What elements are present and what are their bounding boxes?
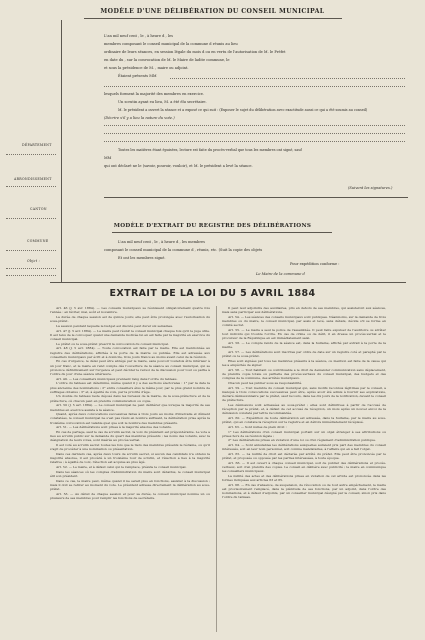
extract-line-2: composant le conseil municipal de la commune d , réunis, etc. (Suit la copie des objets [104, 248, 263, 252]
law-paragraph: 1° Les délibérations d'un conseil municipal portant sur un objet étranger à ses attributions ou prises hors de sa réunion légale ; [222, 429, 386, 438]
title-rule [84, 18, 342, 19]
law-paragraph: Art. 63. — Sont nulles de plein droit : [228, 424, 287, 429]
law-paragraph: Art. 59. — Tout membre du conseil municipal qui, sans motifs reconnus légitimes par le conseil, a manqué à trois convocations successives peut être, après avoir été admis à fournir ses explications, déclaré démissionnaire par le préfet, sauf recours, dans les dix jours de la notification, devant le conseil de préfecture. [222, 385, 386, 403]
form-line-5: et sous la présidence de M. , maire ou adjoint. [104, 66, 189, 70]
law-paragraph: Art. 54. — Les séances des conseils municipaux sont publiques. Néanmoins, sur la demande de trois membres ou du maire, le conseil municipal, par assis et levé, sans débats, décide s'il se forme en comité secret. [222, 314, 386, 328]
law-paragraph: Elles sont signées par tous les membres présents à la séance, ou mention est faite de la cause qui les a empêchés de signer. [222, 358, 386, 367]
signatures-note: (Suivent les signatures.) [348, 186, 393, 190]
law-paragraph: Art. 68. — En cas d'absence, de suspension, de révocation ou de tout autre empêchement, le maire est provisoirement remplacé, dans la plénitude de ses fonctions, par un adjoint, dans l'ordre des nominations, et à défaut d'adjoints, par un conseiller municipal désigné par le conseil, sinon pris dans l'ordre du tableau. [222, 482, 386, 500]
law-paragraph: Art. 64. — Sont annulables les délibérations auxquelles auraient pris part des membres du conseil intéressés, soit en leur nom personnel, soit comme mandataires, à l'affaire qui en a fait l'objet. [222, 443, 386, 452]
law-paragraph: Un double du tableau reste déposé dans les bureaux de la mairie, de la sous-préfecture et de la préfecture, où chacun peut en prendre communication ou copie. [50, 394, 210, 403]
extract-line-1: L'an mil neuf cent , le , à heure d , les membres [118, 240, 206, 244]
form-line-13: qui ont déclaré ne le (savoir, pouvoir, vouloir), et M. le président a levé la séance. [104, 164, 253, 168]
extract-title-rule [112, 232, 332, 233]
form-line-6: Étaient présents MM [118, 74, 157, 78]
law-paragraph: Art. 52. — Le maire, et à défaut celui qui le remplace, préside le conseil municipal. [56, 465, 187, 470]
form-line-4: en date du , sur la convocation de M. le Maire de ladite commune, le [104, 58, 230, 62]
form-line-10: (Décrire s'il y a lieu la nature du vote.) [104, 116, 175, 120]
law-paragraph: La nullité des actes et des délibérations prises en violation de cet article est prononcée dans les formes indiquées aux articles 63 et 65. [222, 474, 386, 483]
arrondissement-label: ARRONDISSEMENT [14, 177, 52, 181]
form-line-9: M. le président a ouvert la séance et a exposé ce qui suit : (Exposer le sujet du délibération avec exactitude aussi ce qui a été soumis au conseil) [118, 108, 368, 112]
law-paragraph: 2° Les délibérations prises en violation d'une loi ou d'un règlement d'administration publique. [228, 438, 376, 443]
law-paragraph: Dans ce cas, le maire peut, même quand il ne serait plus en fonctions, assister à la discussion ; mais il doit se retirer au moment du vote. Le président adresse directement la délibération au sous-préfet. [50, 478, 210, 492]
canton-label: CANTON [30, 207, 47, 211]
form-line-7: lesquels forment la majorité des membres en exercice. [104, 92, 205, 96]
law-paragraph: Il est voté au scrutin secret toutes les fois que le tiers des membres présents le réclame, ou qu'il s'agit de procéder à une nomination ou présentation. [50, 443, 210, 452]
form-line-8: Un scrutin ayant eu lieu, M. a été élu secrétaire. [118, 100, 207, 104]
maire-note: Le Maire de la commune d [256, 272, 305, 276]
section-rule-1 [104, 197, 408, 198]
extract-line-3: Et ont les membres signé. [118, 256, 166, 260]
law-paragraph: Art. 51. — Les délibérations sont prises à la majorité absolue des votants. [56, 425, 172, 430]
copy-note: Pour expédition conforme : [290, 262, 340, 266]
law-paragraph: Art. 50 (J. 5 avr. 1884). — Le conseil municipal ne peut délibérer que lorsque la majorité de ses membres en exercice assiste à la séance. [50, 403, 210, 412]
commune-line [6, 250, 56, 251]
law-paragraph: La durée de chaque session est de quinze jours; elle peut être prolongée avec l'autorisation du sous-préfet. [50, 314, 210, 324]
column-divider [216, 306, 217, 632]
departement-line [6, 154, 56, 155]
law-paragraph: Art. 48 (J. 5 avr. 1884). — Toute convocation est faite par le maire. Elle est mentionnée au registre des délibérations, affichée à la porte de la mairie ou publiée. Elle est adressée aux conseillers municipaux par écrit et à domicile, trois jours francs au moins avant celui de la réunion. [50, 346, 210, 359]
law-paragraph: Art. 55. — Le maire a seul la police de l'assemblée. Il peut faire expulser de l'auditoire ou arrêter tout individu qui trouble l'ordre. En cas de crime ou de délit, il en dresse un procès-verbal et le procureur de la République en est immédiatement saisi. [222, 327, 386, 341]
law-paragraph: Il peut leur adjoindre des auxiliaires, pris en dehors de ses membres, qui assisteront aux séances, mais sans participer aux délibérations. [222, 306, 386, 315]
law-paragraph: Art. 66. — Il est ouvert à chaque conseil municipal, soit de publier des délibérations et procès-verbaux, soit d'en prendre des copies. Le conseil en délibère avec publicité ; le maire en communique les conseillers municipaux. [222, 460, 386, 474]
objet-label: Objet : [27, 259, 40, 263]
objet-line-2 [6, 275, 56, 276]
law-paragraph: Art. 46 (J. 5 avr. 1884). — Les conseils municipaux se réunissent obligatoirement quatre fois l'année : en février, mai, août et novembre. [50, 306, 210, 315]
law-paragraph: Dans les séances où les comptes d'administration du maire sont débattus, le conseil municipal élit son président. [50, 469, 210, 479]
law-paragraph: La session pendant laquelle le budget est discuté peut durer six semaines. [56, 323, 174, 328]
form-dots-12 [104, 133, 405, 134]
margin-divider [61, 20, 62, 282]
form-line-3: ordinaire de leurs séances, en session légale du mois d ou en vertu de l'autorisation de M. le Préfet [104, 50, 286, 54]
departement-label: DÉPARTEMENT [22, 143, 52, 147]
objet-line-1 [6, 268, 56, 269]
law-paragraph: Art. 58. — Tout habitant ou contribuable a le droit de demander communication sans déplacement, de prendre copie totale ou partielle des procès-verbaux du conseil municipal, des budgets et des comptes de la commune, des arrêtés municipaux. [222, 367, 386, 381]
law-paragraph: Les démissions sont adressées au sous-préfet ; elles sont définitives à partir de l'accusé de réception par le préfet, et, à défaut de cet accusé de réception, un mois après un nouvel envoi de la démission constaté par lettre recommandée. [222, 402, 386, 416]
form-line-2: membres composant le conseil municipal de la commune d réunis au lieu [104, 42, 238, 46]
law-paragraph: L'ordre du tableau est déterminé, même quand il y a des sections électorales : 1° par la date la plus ancienne des nominations ; 2° entre conseillers élus le même jour, par le plus grand nombre de suffrages obtenus ; 3° et, à égalité de voix, par la priorité d'âge. [50, 381, 210, 394]
form-dots-6 [170, 78, 405, 79]
law-paragraph: Art. 57. — Les délibérations sont inscrites par ordre de date sur un registre coté et paraphé par le préfet ou le sous-préfet. [222, 349, 386, 359]
extract-model-title: MODÈLE D'EXTRAIT DU REGISTRE DES DÉLIBÉRATIONS [113, 223, 312, 229]
law-paragraph: Art. 56. — Le compte rendu de la séance est, dans la huitaine, affiché par extrait à la porte de la mairie. [222, 341, 386, 350]
law-column-left [50, 306, 210, 632]
law-paragraph: Art. 60. — Expédition de toute délibération est adressée, dans la huitaine, par le maire au sous-préfet, qui en constate la réception sur le registre et en délivre immédiatement récépissé. [222, 415, 386, 424]
law-paragraph: Chacun peut les publier sous sa responsabilité. [228, 380, 303, 385]
form-dots-13 [104, 141, 405, 142]
form-dots-11 [104, 125, 405, 126]
arrondissement-line [6, 186, 56, 187]
law-paragraph: En cas de partage, sauf le cas de scrutin secret, la voix du président est prépondérante. Le vote a lieu au scrutin public sur la demande du quart des membres présents ; les noms des votants, avec la désignation de leurs votes, sont insérés au procès-verbal. [50, 430, 210, 443]
law-paragraph: Dans ces derniers cas, après deux tours de scrutin secret, si aucun des candidats n'a obtenu la majorité absolue, il est procédé à un troisième tour de scrutin, et l'élection a lieu à la majorité relative ; à égalité de voix, l'élection est acquise au plus âgé. [50, 452, 210, 465]
deliberation-model-title: MODÈLE D'UNE DÉLIBÉRATION DU CONSEIL MUNICIPAL [100, 8, 325, 15]
law-paragraph: En cas d'urgence, le délai peut être abrégé par le maire, sans pouvoir toutefois être inférieur à un jour franc, et le maire en rend compte dès l'ouverture de la séance au conseil municipal, qui se prononce définitivement sur l'urgence et peut décider le renvoi de la discussion pour tout ou partie à l'ordre du jour d'une séance ultérieure. [50, 359, 210, 376]
law-paragraph: Quand, après deux convocations successives faites à trois jours au moins d'intervalle et dûment constatées, le conseil municipal ne s'est pas réuni en nombre suffisant, la délibération prise après la troisième convocation est valable quel que soit le nombre des membres présents. [50, 412, 210, 425]
section-rule-2 [50, 282, 406, 283]
law-paragraph: Art. 53. — Au début de chaque session et pour sa durée, le conseil municipal nomme un ou plusieurs de ses membres pour remplir les fonctions de secrétaire. [50, 491, 210, 500]
form-line-1: L'an mil neuf cent , le , à heure d , les [104, 34, 173, 38]
law-paragraph: Art. 65. — La nullité de droit est déclarée par arrêté du préfet. Elle peut être prononcée par le préfet, et proposée ou opposée par les parties intéressées, à toute époque. [222, 452, 386, 461]
law-paragraph: Le préfet ou le sous-préfet prescrit la convocation du conseil municipal. [56, 341, 169, 346]
canton-line [6, 218, 56, 219]
law-extract-title: EXTRAIT DE LA LOI DU 5 AVRIL 1884 [109, 288, 316, 299]
form-dots-7 [104, 86, 405, 87]
law-paragraph: Art. 49. — Les conseillers municipaux prennent rang dans l'ordre du tableau. [56, 376, 178, 381]
form-line-11: Toutes les matières étant épuisées, lecture est faite du procès-verbal que tous les membres ont signé, sauf [118, 148, 302, 152]
law-paragraph: Art. 47 (J. 5 avr. 1884). — Le maire peut réunir le conseil municipal chaque fois qu'il le juge utile. Il est tenu de le convoquer quand une demande motivée lui en est faite par la majorité en exercice du conseil municipal. [50, 328, 210, 341]
form-line-12: MM [104, 156, 112, 160]
commune-label: COMMUNE [27, 239, 49, 243]
law-column-right [222, 306, 386, 632]
